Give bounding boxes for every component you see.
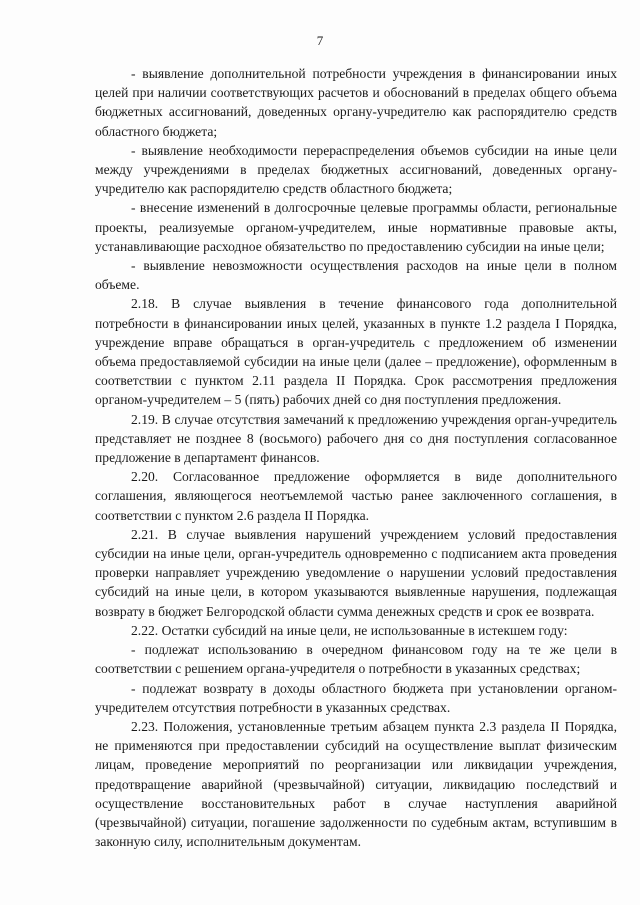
paragraph-2-21: 2.21. В случае выявления нарушений учреждением условий предоставления субсидии на иные цели, орган-учредитель одновременно с подписанием акта проведения проверки направляет учреждению уведомление о нарушении условий предоставления субсидий на иные цели, в котором указываются выявленные нарушения, подлежащая возврату в бюджет Белгородской области сумма денежных средств и срок ее возврата.: [95, 526, 617, 619]
paragraph-2-23: 2.23. Положения, установленные третьим абзацем пункта 2.3 раздела II Порядка, не применяются при предоставлении субсидий на осуществление выплат физическим лицам, проведение мероприятий по реорганизации или ликвидации учреждения, предотвращение аварийной (чрезвычайной) ситуации, ликвидацию последствий и осуществление восстановительных работ в случае наступления аварийной (чрезвычайной) ситуации, погашение задолженности по судебным актам, вступившим в законную силу, исполнительным документам.: [95, 718, 617, 850]
document-body: [95, 64, 617, 851]
paragraph-bullet-redistribution: - выявление необходимости перераспределения объемов субсидии на иные цели между учреждениями в пределах бюджетных ассигнований, доведенных органу-учредителю как распорядителю средств областного бюджета;: [95, 142, 617, 197]
paragraph-bullet-impossibility: - выявление невозможности осуществления расходов на иные цели в полном объеме.: [95, 258, 617, 293]
paragraph-2-18: 2.18. В случае выявления в течение финансового года дополнительной потребности в финансировании иных целей, указанных в пункте 1.2 раздела I Порядка, учреждение вправе обращаться в орган-учредитель с предложением об изменении объема предоставляемой субсидии на иные цели (далее – предложение), оформленным в соответствии с пунктом 2.11 раздела II Порядка. Срок рассмотрения предложения органом-учредителем – 5 (пять) рабочих дней со дня поступления предложения.: [95, 296, 617, 408]
paragraph-bullet-reuse: - подлежат использованию в очередном финансовом году на те же цели в соответствии с решением органа-учредителя о потребности в указанных средствах;: [95, 642, 617, 677]
paragraph-2-19: 2.19. В случае отсутствия замечаний к предложению учреждения орган-учредитель представляет не позднее 8 (восьмого) рабочего дня со дня поступления согласованное предложение в департамент финансов.: [95, 411, 617, 466]
paragraph-2-20: 2.20. Согласованное предложение оформляется в виде дополнительного соглашения, являющегося неотъемлемой частью ранее заключенного соглашения, в соответствии с пунктом 2.6 раздела II Порядка.: [95, 469, 617, 523]
paragraph-bullet-return: - подлежат возврату в доходы областного бюджета при установлении органом-учредителем отсутствия потребности в указанных средствах.: [95, 680, 617, 715]
paragraph-bullet-program-changes: - внесение изменений в долгосрочные целевые программы области, региональные проекты, реализуемые органом-учредителем, иные нормативные правовые акты, устанавливающие расходное обязательство по предоставлению субсидии на иные цели;: [95, 200, 617, 254]
paragraph-bullet-additional-need: - выявление дополнительной потребности учреждения в финансировании иных целей при наличии соответствующих расчетов и обоснований в пределах общего объема бюджетных ассигнований, доведенных органу-учредителю как распорядителю средств областного бюджета;: [95, 66, 617, 139]
page-number: 7: [316, 33, 324, 48]
paragraph-2-22: 2.22. Остатки субсидий на иные цели, не использованные в истекшем году:: [131, 622, 568, 638]
